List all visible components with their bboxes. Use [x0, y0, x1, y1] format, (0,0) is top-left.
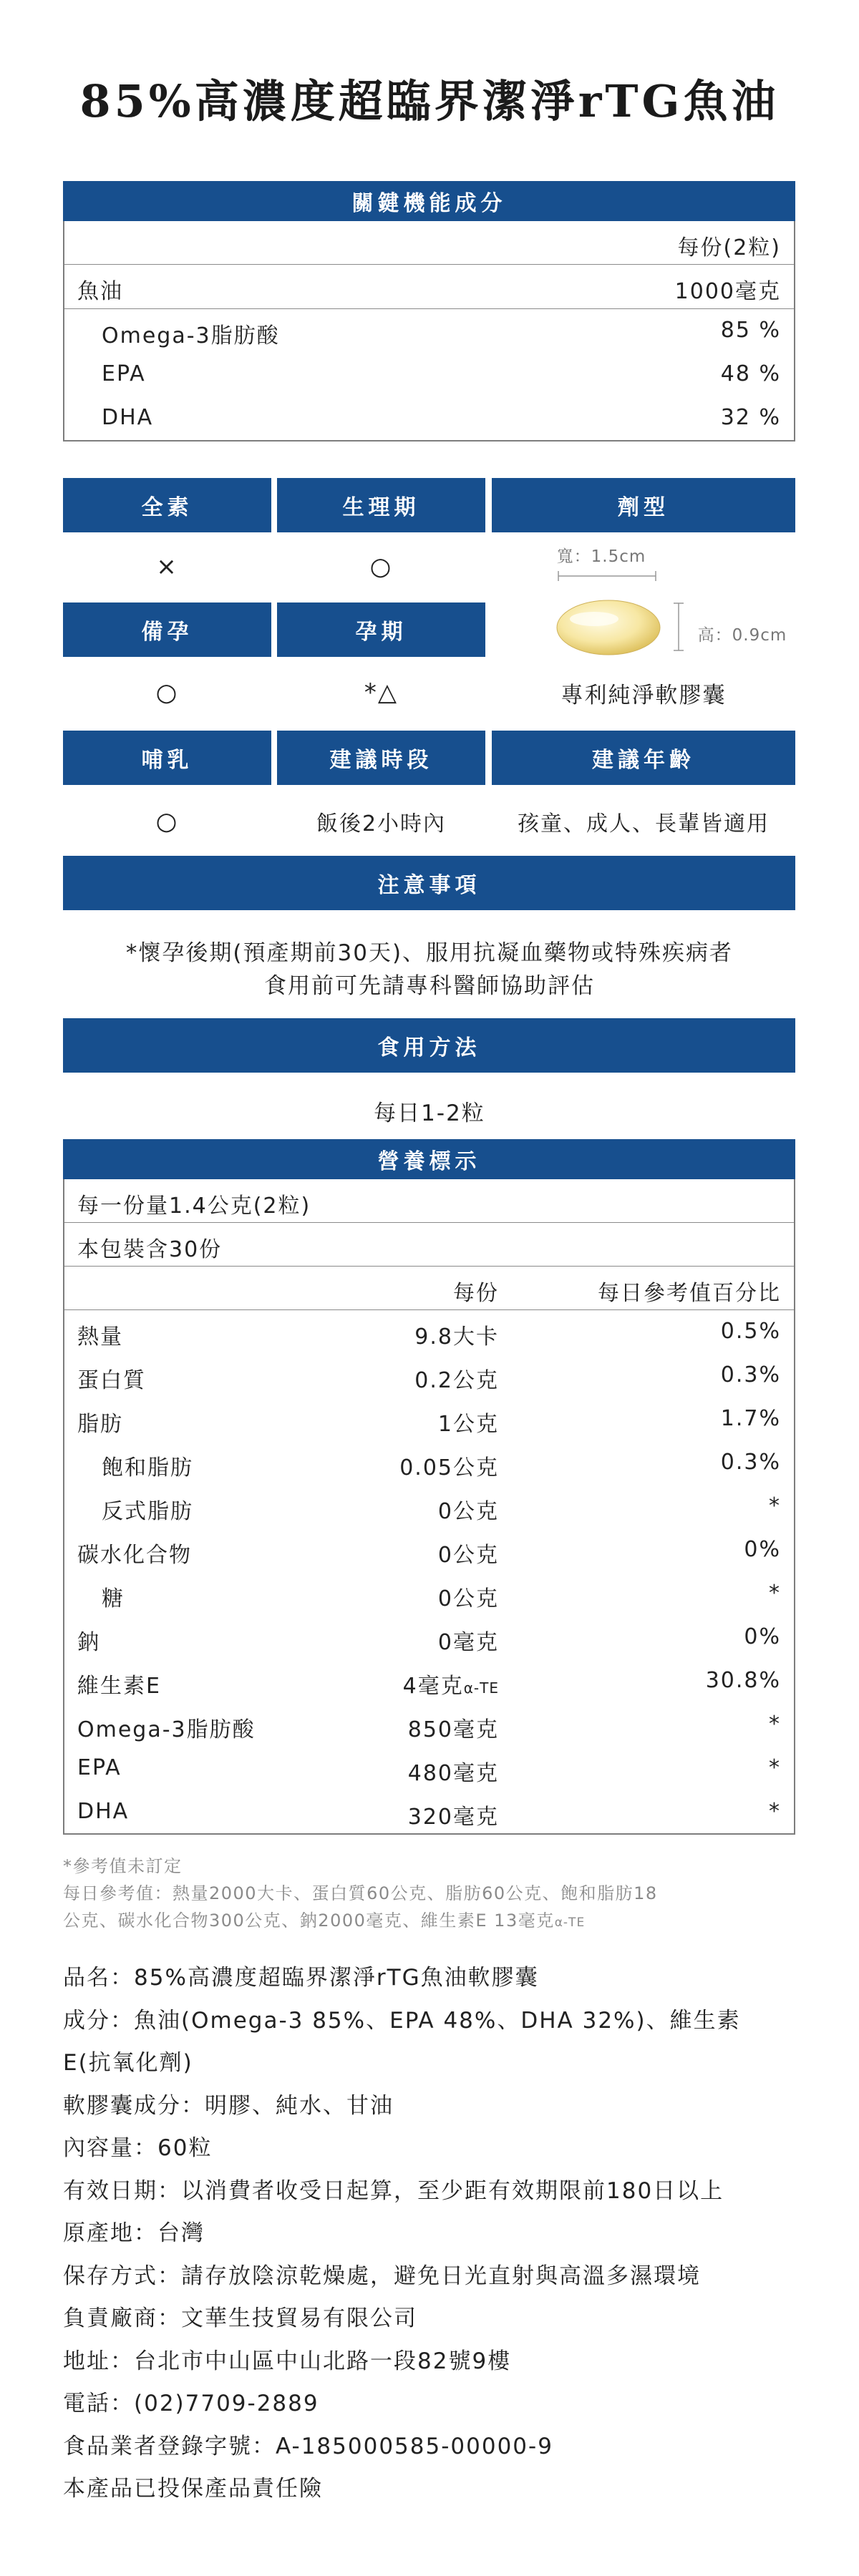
- nutrient-name: 鈉: [77, 1630, 100, 1655]
- nutrient-amount-text: 320毫克: [407, 1805, 499, 1830]
- ingredient-value: 85 %: [720, 318, 781, 343]
- ingredient-value: 1000毫克: [674, 279, 781, 304]
- nutrient-name: 糖: [102, 1586, 125, 1611]
- nutrient-daily-value: *: [769, 1799, 781, 1824]
- nutrient-daily-value: 0.3%: [720, 1362, 781, 1387]
- servings-row: [64, 1223, 794, 1267]
- pregnancy-header: 孕期: [277, 602, 485, 657]
- nutrition-table: [63, 1179, 795, 1835]
- nutrient-amount-text: 0毫克: [437, 1630, 499, 1655]
- nutrient-amount: [408, 1712, 499, 1743]
- nutrient-name: 碳水化合物: [77, 1543, 192, 1568]
- nutrient-daily-value: *: [769, 1712, 781, 1737]
- nutrition-row: [64, 1616, 794, 1659]
- nutrient-amount: [408, 1799, 499, 1830]
- nutrient-amount-text: 0.2公克: [414, 1368, 499, 1393]
- nutrient-amount: [399, 1450, 499, 1481]
- nutrient-name: 熱量: [77, 1324, 123, 1350]
- nutrient-amount: [438, 1624, 499, 1656]
- timing-header: 建議時段: [277, 731, 485, 785]
- product-info-line: 電話：(02)7709-2889: [63, 2391, 319, 2416]
- nutrient-amount-text: 0公克: [437, 1543, 499, 1568]
- nutrient-name: 反式脂肪: [102, 1499, 193, 1524]
- product-info-line: 內容量：60粒: [63, 2135, 213, 2161]
- ingredient-name: Omega-3脂肪酸: [102, 323, 280, 348]
- nutrient-amount: [408, 1755, 499, 1787]
- nutrient-amount-text: 9.8大卡: [414, 1324, 499, 1350]
- nutrient-daily-value: 0.3%: [720, 1450, 781, 1475]
- nutrient-daily-value: 0.5%: [720, 1319, 781, 1344]
- per-serving-label: 每份(2粒): [677, 235, 781, 260]
- nutrient-name: DHA: [77, 1799, 130, 1824]
- servings-per-package: 本包裝含30份: [77, 1237, 223, 1262]
- product-info-line: E(抗氧化劑): [63, 2050, 193, 2076]
- nutrient-name: EPA: [77, 1755, 122, 1780]
- nutrient-amount: [403, 1668, 499, 1699]
- nutrient-amount-text: 0公克: [437, 1586, 499, 1611]
- serving-size: 每一份量1.4公克(2粒): [77, 1194, 311, 1219]
- nutrient-amount: [438, 1493, 499, 1525]
- nutrient-amount-text: 0公克: [437, 1499, 499, 1524]
- vegetarian-value: ×: [156, 552, 178, 581]
- nutrient-daily-value: 0%: [744, 1537, 781, 1562]
- nutrient-name: 飽和脂肪: [102, 1455, 193, 1480]
- nutrition-row: [64, 1703, 794, 1747]
- nutrient-amount-text: 850毫克: [407, 1717, 499, 1742]
- nutrition-row: [64, 1354, 794, 1397]
- nutrition-row: [64, 1790, 794, 1834]
- nutrition-row: [64, 1747, 794, 1790]
- ingredient-name: EPA: [102, 361, 146, 386]
- nutrient-daily-value: *: [769, 1581, 781, 1606]
- breastfeeding-value: ○: [155, 807, 179, 836]
- prep-pregnancy-value: ○: [155, 678, 179, 707]
- nutrient-amount-text: 0.05公克: [399, 1455, 499, 1480]
- period-header: 生理期: [277, 478, 485, 532]
- key-ingredients-header: 關鍵機能成分: [63, 181, 795, 221]
- key-ingredient-row: [64, 396, 794, 440]
- nutrient-name: 脂肪: [77, 1412, 123, 1437]
- nutrition-header: 營養標示: [63, 1139, 795, 1179]
- capsule-icon: [557, 600, 660, 655]
- period-value: ○: [369, 552, 393, 581]
- key-ingredients-table: [63, 221, 795, 441]
- footnote-not-set: *參考值未訂定: [63, 1856, 183, 1876]
- usage-header: 食用方法: [63, 1018, 795, 1073]
- notice-line-2: 食用前可先請專科醫師協助評估: [264, 973, 595, 999]
- nutrient-unit-note: α-TE: [463, 1679, 499, 1697]
- nutrient-name: 蛋白質: [77, 1368, 146, 1393]
- nutrient-amount: [438, 1406, 499, 1438]
- product-info-line: 品名：85%高濃度超臨界潔淨rTG魚油軟膠囊: [63, 1965, 539, 1991]
- ingredient-name: 魚油: [77, 279, 123, 304]
- vegetarian-header: 全素: [63, 478, 271, 532]
- form-header: 劑型: [492, 478, 795, 532]
- breastfeeding-header: 哺乳: [63, 731, 271, 785]
- footnote-line3-text: 公克、碳水化合物300公克、鈉2000毫克、維生素E 13毫克: [63, 1911, 555, 1931]
- nutrition-row: [64, 1528, 794, 1572]
- per-serving-column: 每份: [453, 1281, 499, 1306]
- nutrient-amount: [438, 1581, 499, 1612]
- nutrition-row: [64, 1397, 794, 1441]
- nutrient-amount: [414, 1319, 499, 1350]
- ingredient-value: 48 %: [720, 361, 781, 386]
- notice-header: 注意事項: [63, 856, 795, 910]
- serving-size-row: [64, 1179, 794, 1223]
- key-ingredient-row: [64, 309, 794, 353]
- nutrition-row: [64, 1485, 794, 1528]
- nutrient-daily-value: 30.8%: [705, 1668, 781, 1693]
- timing-value: 飯後2小時內: [316, 811, 447, 836]
- pregnancy-value: *△: [364, 678, 399, 707]
- product-info-line: 本產品已投保產品責任險: [63, 2476, 323, 2502]
- key-ingredient-row: [64, 353, 794, 396]
- product-info-line: 有效日期：以消費者收受日起算，至少距有效期限前180日以上: [63, 2177, 724, 2204]
- footnote-daily-values: 每日參考值：熱量2000大卡、蛋白質60公克、脂肪60公克、飽和脂肪18: [63, 1883, 658, 1903]
- ingredient-value: 32 %: [720, 405, 781, 430]
- product-info-line: 保存方式：請存放陰涼乾燥處，避免日光直射與高溫多濕環境: [63, 2263, 701, 2289]
- footnote-daily-values-cont: [63, 1906, 585, 1931]
- nutrition-row: [64, 1659, 794, 1703]
- key-ingredient-row: [64, 265, 794, 309]
- prep-pregnancy-header: 備孕: [63, 602, 271, 657]
- nutrient-daily-value: 1.7%: [720, 1406, 781, 1431]
- daily-value-column: 每日參考值百分比: [598, 1281, 781, 1306]
- nutrient-name: 維生素E: [77, 1674, 161, 1699]
- product-info-line: 負責廠商：文華生技貿易有限公司: [63, 2306, 417, 2331]
- product-info-line: 地址：台北市中山區中山北路一段82號9樓: [63, 2348, 512, 2374]
- footnote-unit: α-TE: [554, 1916, 586, 1930]
- ingredient-name: DHA: [102, 405, 154, 430]
- nutrition-row: [64, 1310, 794, 1354]
- nutrition-column-header-row: [64, 1267, 794, 1310]
- nutrient-amount: [438, 1537, 499, 1568]
- age-value: 孩童、成人、長輩皆適用: [518, 811, 770, 836]
- capsule-height-label: 高：0.9cm: [697, 625, 787, 645]
- product-info-line: 成分：魚油(Omega-3 85%、EPA 48%、DHA 32%)、維生素: [63, 2007, 741, 2034]
- nutrient-amount: [414, 1362, 499, 1394]
- nutrient-amount-text: 4毫克: [402, 1674, 464, 1699]
- capsule-name: 專利純淨軟膠囊: [560, 682, 727, 708]
- product-info-line: 軟膠囊成分：明膠、純水、甘油: [63, 2092, 394, 2119]
- nutrient-daily-value: *: [769, 1493, 781, 1518]
- nutrient-daily-value: *: [769, 1755, 781, 1780]
- nutrient-name: Omega-3脂肪酸: [77, 1717, 256, 1742]
- product-info-line: 食品業者登錄字號：A-185000585-00000-9: [63, 2433, 553, 2459]
- nutrient-amount-text: 1公克: [437, 1412, 499, 1437]
- nutrient-amount-text: 480毫克: [407, 1761, 499, 1786]
- nutrient-daily-value: 0%: [744, 1624, 781, 1649]
- notice-line-1: *懷孕後期(預產期前30天)、服用抗凝血藥物或特殊疾病者: [125, 940, 734, 966]
- capsule-width-label: 寬：1.5cm: [556, 547, 646, 566]
- nutrition-row: [64, 1441, 794, 1485]
- usage-text: 每日1-2粒: [374, 1101, 485, 1126]
- product-info-line: 原產地：台灣: [63, 2220, 205, 2246]
- key-ingredients-per-serving-row: [64, 221, 794, 265]
- age-header: 建議年齡: [492, 731, 795, 785]
- nutrition-row: [64, 1572, 794, 1616]
- page-title: 85%高濃度超臨界潔淨rTG魚油: [79, 75, 780, 127]
